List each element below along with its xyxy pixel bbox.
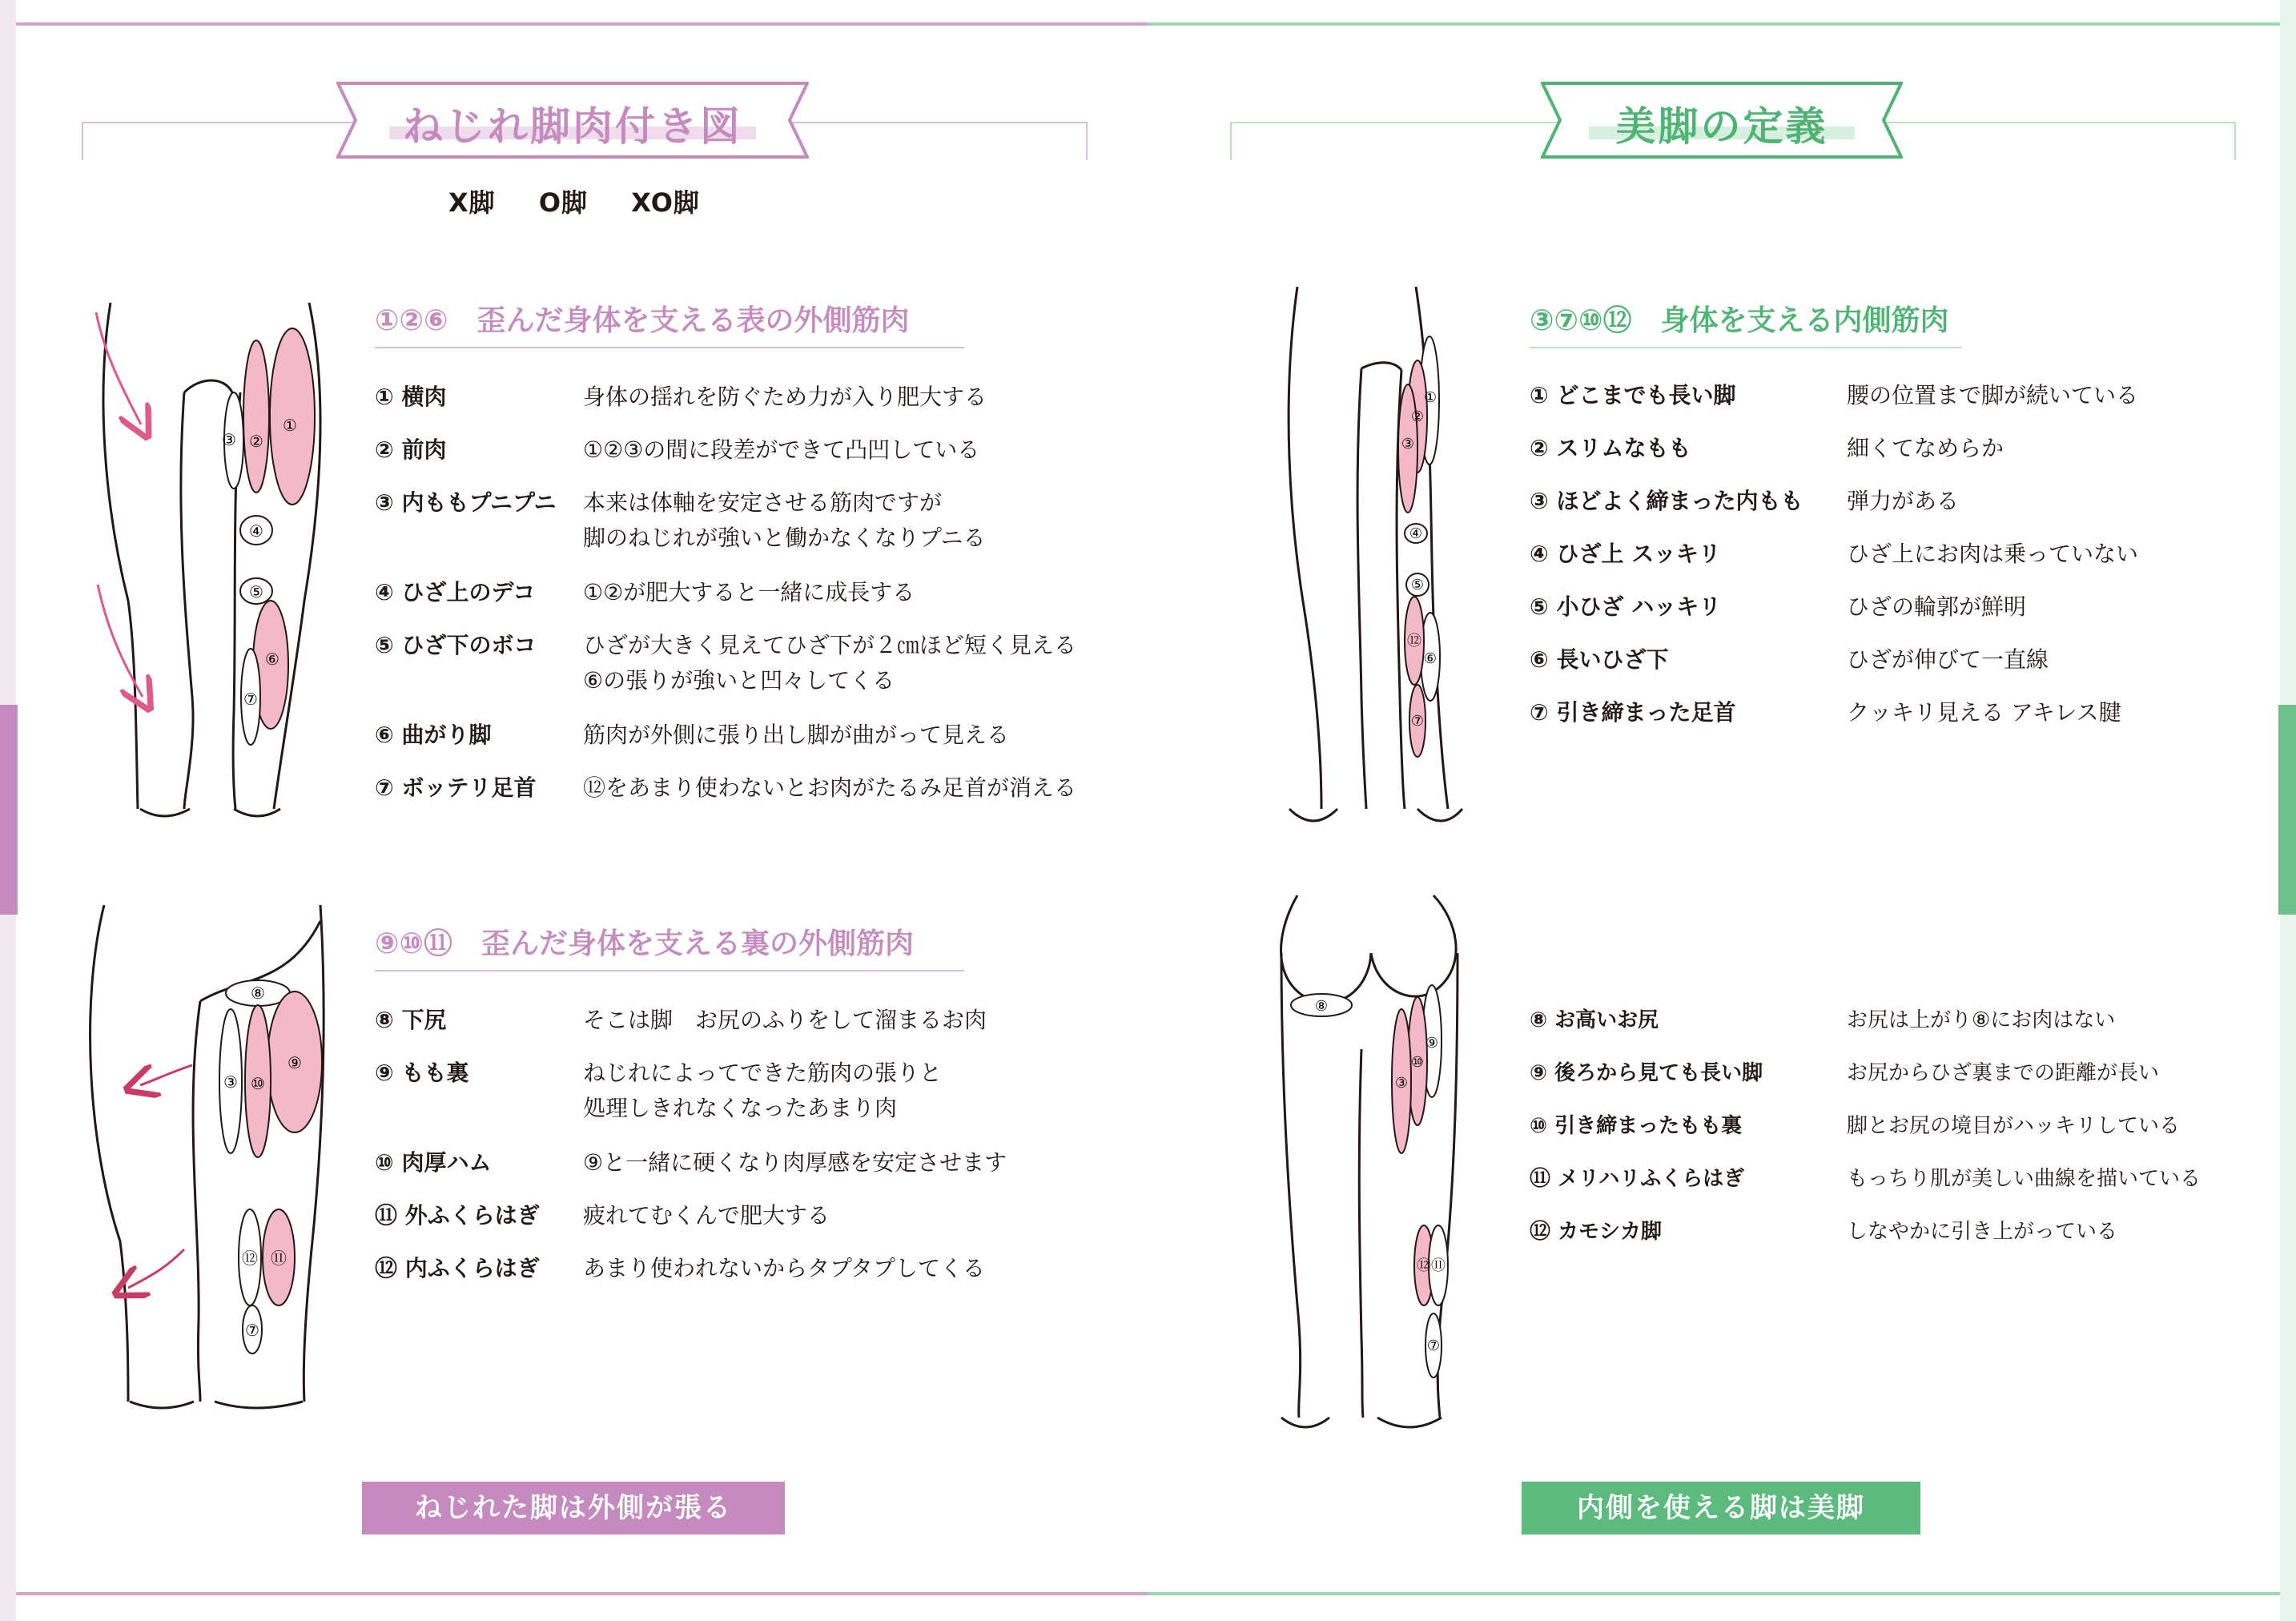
muscle-label: ⑤: [249, 582, 263, 601]
left-back-heading: ⑨⑩⑪ 歪んだ身体を支える裏の外側筋肉: [375, 921, 964, 971]
leg-type-o: O脚: [538, 187, 589, 218]
left-title-ribbon: [336, 80, 809, 160]
muscle-label: ④: [249, 521, 263, 541]
figure-twisted-front: [64, 296, 336, 825]
muscle-label: ⑧: [251, 983, 265, 1003]
top-rule-right: [1148, 22, 2280, 26]
muscle-label: ⑩: [251, 1074, 265, 1093]
muscle-label: ②: [249, 432, 263, 451]
muscle-label: ⑫: [242, 1249, 258, 1268]
muscle-label: ①: [1423, 389, 1438, 406]
muscle-label: ⑨: [1425, 1035, 1439, 1052]
muscle-label: ⑪: [271, 1249, 287, 1268]
right-front-heading: ③⑦⑩⑫ 身体を支える内側筋肉: [1530, 298, 1962, 348]
muscle-label: ③: [222, 430, 236, 449]
muscle-label: ⑪: [1431, 1257, 1446, 1274]
muscle-label: ⑥: [265, 650, 279, 669]
muscle-label: ⑧: [1314, 998, 1329, 1015]
muscle-label: ⑤: [1410, 577, 1425, 593]
muscle-label: ⑨: [288, 1053, 302, 1072]
left-front-heading: ①②⑥ 歪んだ身体を支える表の外側筋肉: [375, 298, 964, 348]
muscle-label: ⑩: [1410, 1054, 1425, 1071]
left-summary-banner: ねじれた脚は外側が張る: [362, 1482, 785, 1535]
muscle-label: ③: [1401, 436, 1415, 453]
muscle-label: ⑥: [1423, 650, 1438, 667]
muscle-label: ①: [283, 416, 297, 435]
muscle-label: ③: [1394, 1075, 1409, 1092]
leg-type-xo: XO脚: [631, 187, 700, 218]
leg-type-x: X脚: [448, 187, 496, 218]
leg-types: [448, 183, 734, 219]
right-title-ribbon: [1541, 80, 1903, 160]
muscle-label: ⑫: [1407, 633, 1421, 650]
left-title: ねじれ脚肉付き図: [403, 103, 742, 150]
figure-twisted-back: [80, 905, 344, 1418]
right-summary-banner: 内側を使える脚は美脚: [1522, 1482, 1920, 1535]
muscle-label: ⑦: [245, 1321, 259, 1340]
bottom-rule-left: [16, 1592, 1148, 1595]
right-title: 美脚の定義: [1615, 103, 1828, 150]
muscle-label: ②: [1410, 408, 1425, 425]
muscle-label: ⑦: [1426, 1337, 1441, 1354]
bottom-rule-right: [1148, 1592, 2280, 1595]
muscle-label: ⑦: [1410, 713, 1425, 730]
figure-ideal-back: [1257, 889, 1490, 1442]
page-tab-left: [0, 705, 18, 915]
muscle-label: ⑦: [243, 690, 258, 709]
muscle-label: ④: [1409, 525, 1423, 542]
figure-ideal-front: [1273, 280, 1482, 841]
top-rule-left: [16, 22, 1148, 26]
muscle-label: ⑫: [1417, 1257, 1431, 1274]
page-tab-right: [2278, 705, 2296, 915]
muscle-label: ③: [223, 1072, 238, 1092]
